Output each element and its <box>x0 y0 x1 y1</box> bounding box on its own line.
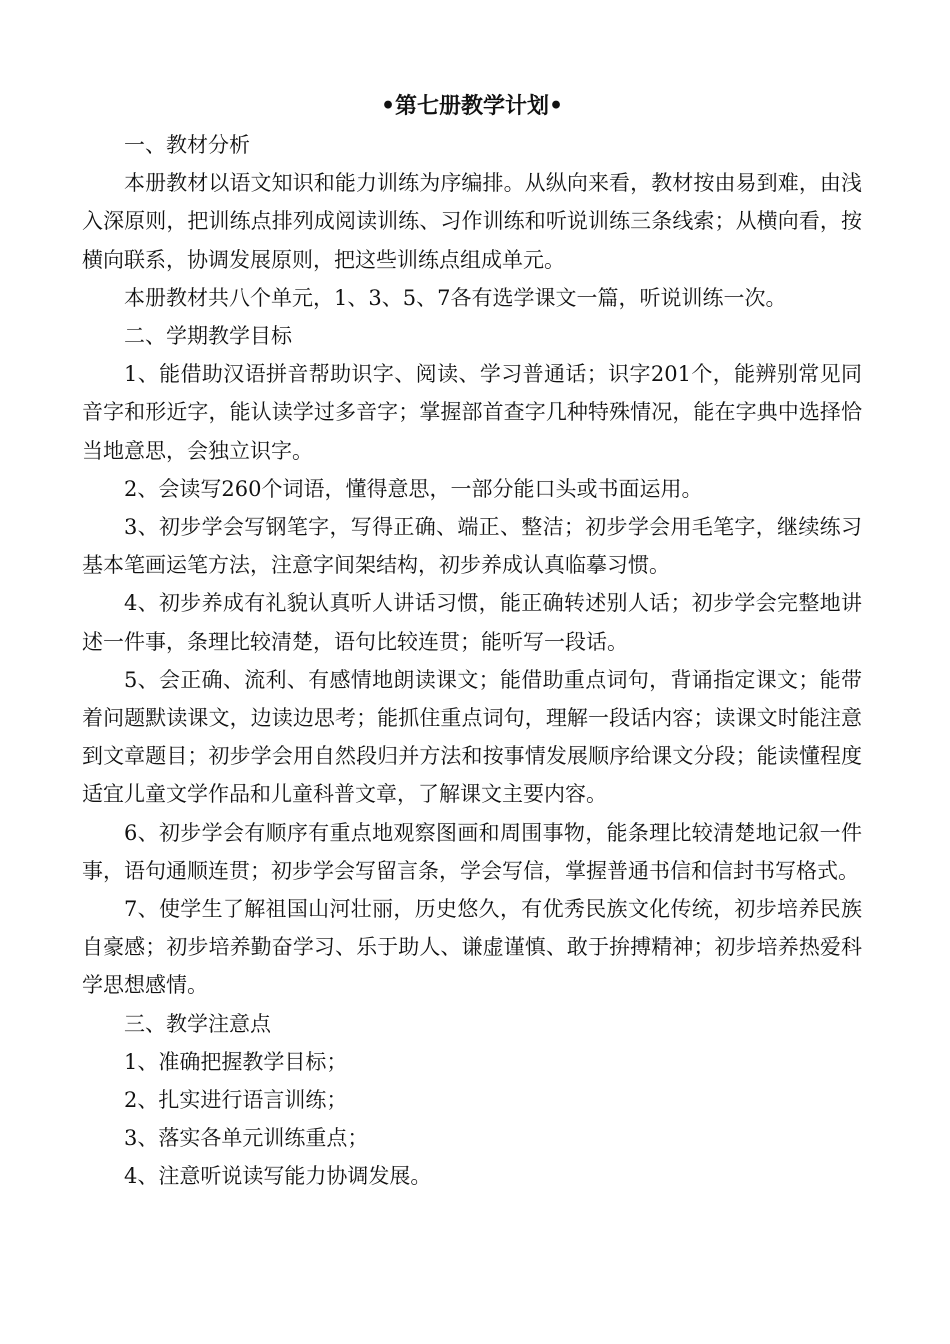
goal-item-3: 3、初步学会写钢笔字，写得正确、端正、整洁；初步学会用毛笔字，继续练习基本笔画运笔方法，注意字间架结构，初步养成认真临摹习惯。 <box>82 515 862 578</box>
heading-semester-goals: 二、学期教学目标 <box>124 324 292 349</box>
note-item-1: 1、准确把握教学目标； <box>124 1049 348 1074</box>
document-title: •第七册教学计划• <box>380 93 564 119</box>
paragraph-units: 本册教材共八个单元，1、3、5、7各有选学课文一篇，听说训练一次。 <box>124 285 787 310</box>
goal-item-5: 5、会正确、流利、有感情地朗读课文；能借助重点词句，背诵指定课文；能带着问题默读课文，边读边思考；能抓住重点词句，理解一段话内容；读课文时能注意到文章题目；初步学会用自然段归并方法和按事情发展顺序给课文分段；能读懂程度适宜儿童文学作品和儿童科普文章，了解课文主要内容。 <box>82 667 862 807</box>
goal-item-7: 7、使学生了解祖国山河壮丽，历史悠久，有优秀民族文化传统，初步培养民族自豪感；初步培养勤奋学习、乐于助人、谦虚谨慎、敢于拚搏精神；初步培养热爱科学思想感情。 <box>82 897 862 998</box>
note-item-4: 4、注意听说读写能力协调发展。 <box>124 1164 432 1189</box>
paragraph-textbook-structure: 本册教材以语文知识和能力训练为序编排。从纵向来看，教材按由易到难，由浅入深原则，把训练点排列成阅读训练、习作训练和听说训练三条线索；从横向看，按横向联系，协调发展原则，把这些训练点组成单元。 <box>82 171 862 272</box>
heading-teaching-notes: 三、教学注意点 <box>124 1011 271 1036</box>
goal-item-1: 1、能借助汉语拼音帮助识字、阅读、学习普通话；识字201个，能辨别常见同音字和形近字，能认读学过多音字；掌握部首查字几种特殊情况，能在字典中选择恰当地意思，会独立识字。 <box>82 362 862 463</box>
goal-item-4: 4、初步养成有礼貌认真听人讲话习惯，能正确转述别人话；初步学会完整地讲述一件事，条理比较清楚，语句比较连贯；能听写一段话。 <box>82 591 862 654</box>
heading-textbook-analysis: 一、教材分析 <box>124 133 250 157</box>
goal-item-6: 6、初步学会有顺序有重点地观察图画和周围事物，能条理比较清楚地记叙一件事，语句通顺连贯；初步学会写留言条，学会写信，掌握普通书信和信封书写格式。 <box>82 820 862 883</box>
note-item-2: 2、扎实进行语言训练； <box>124 1088 348 1113</box>
goal-item-2: 2、会读写260个词语，懂得意思，一部分能口头或书面运用。 <box>124 476 703 501</box>
note-item-3: 3、落实各单元训练重点； <box>124 1126 369 1151</box>
document-page <box>82 88 862 1196</box>
